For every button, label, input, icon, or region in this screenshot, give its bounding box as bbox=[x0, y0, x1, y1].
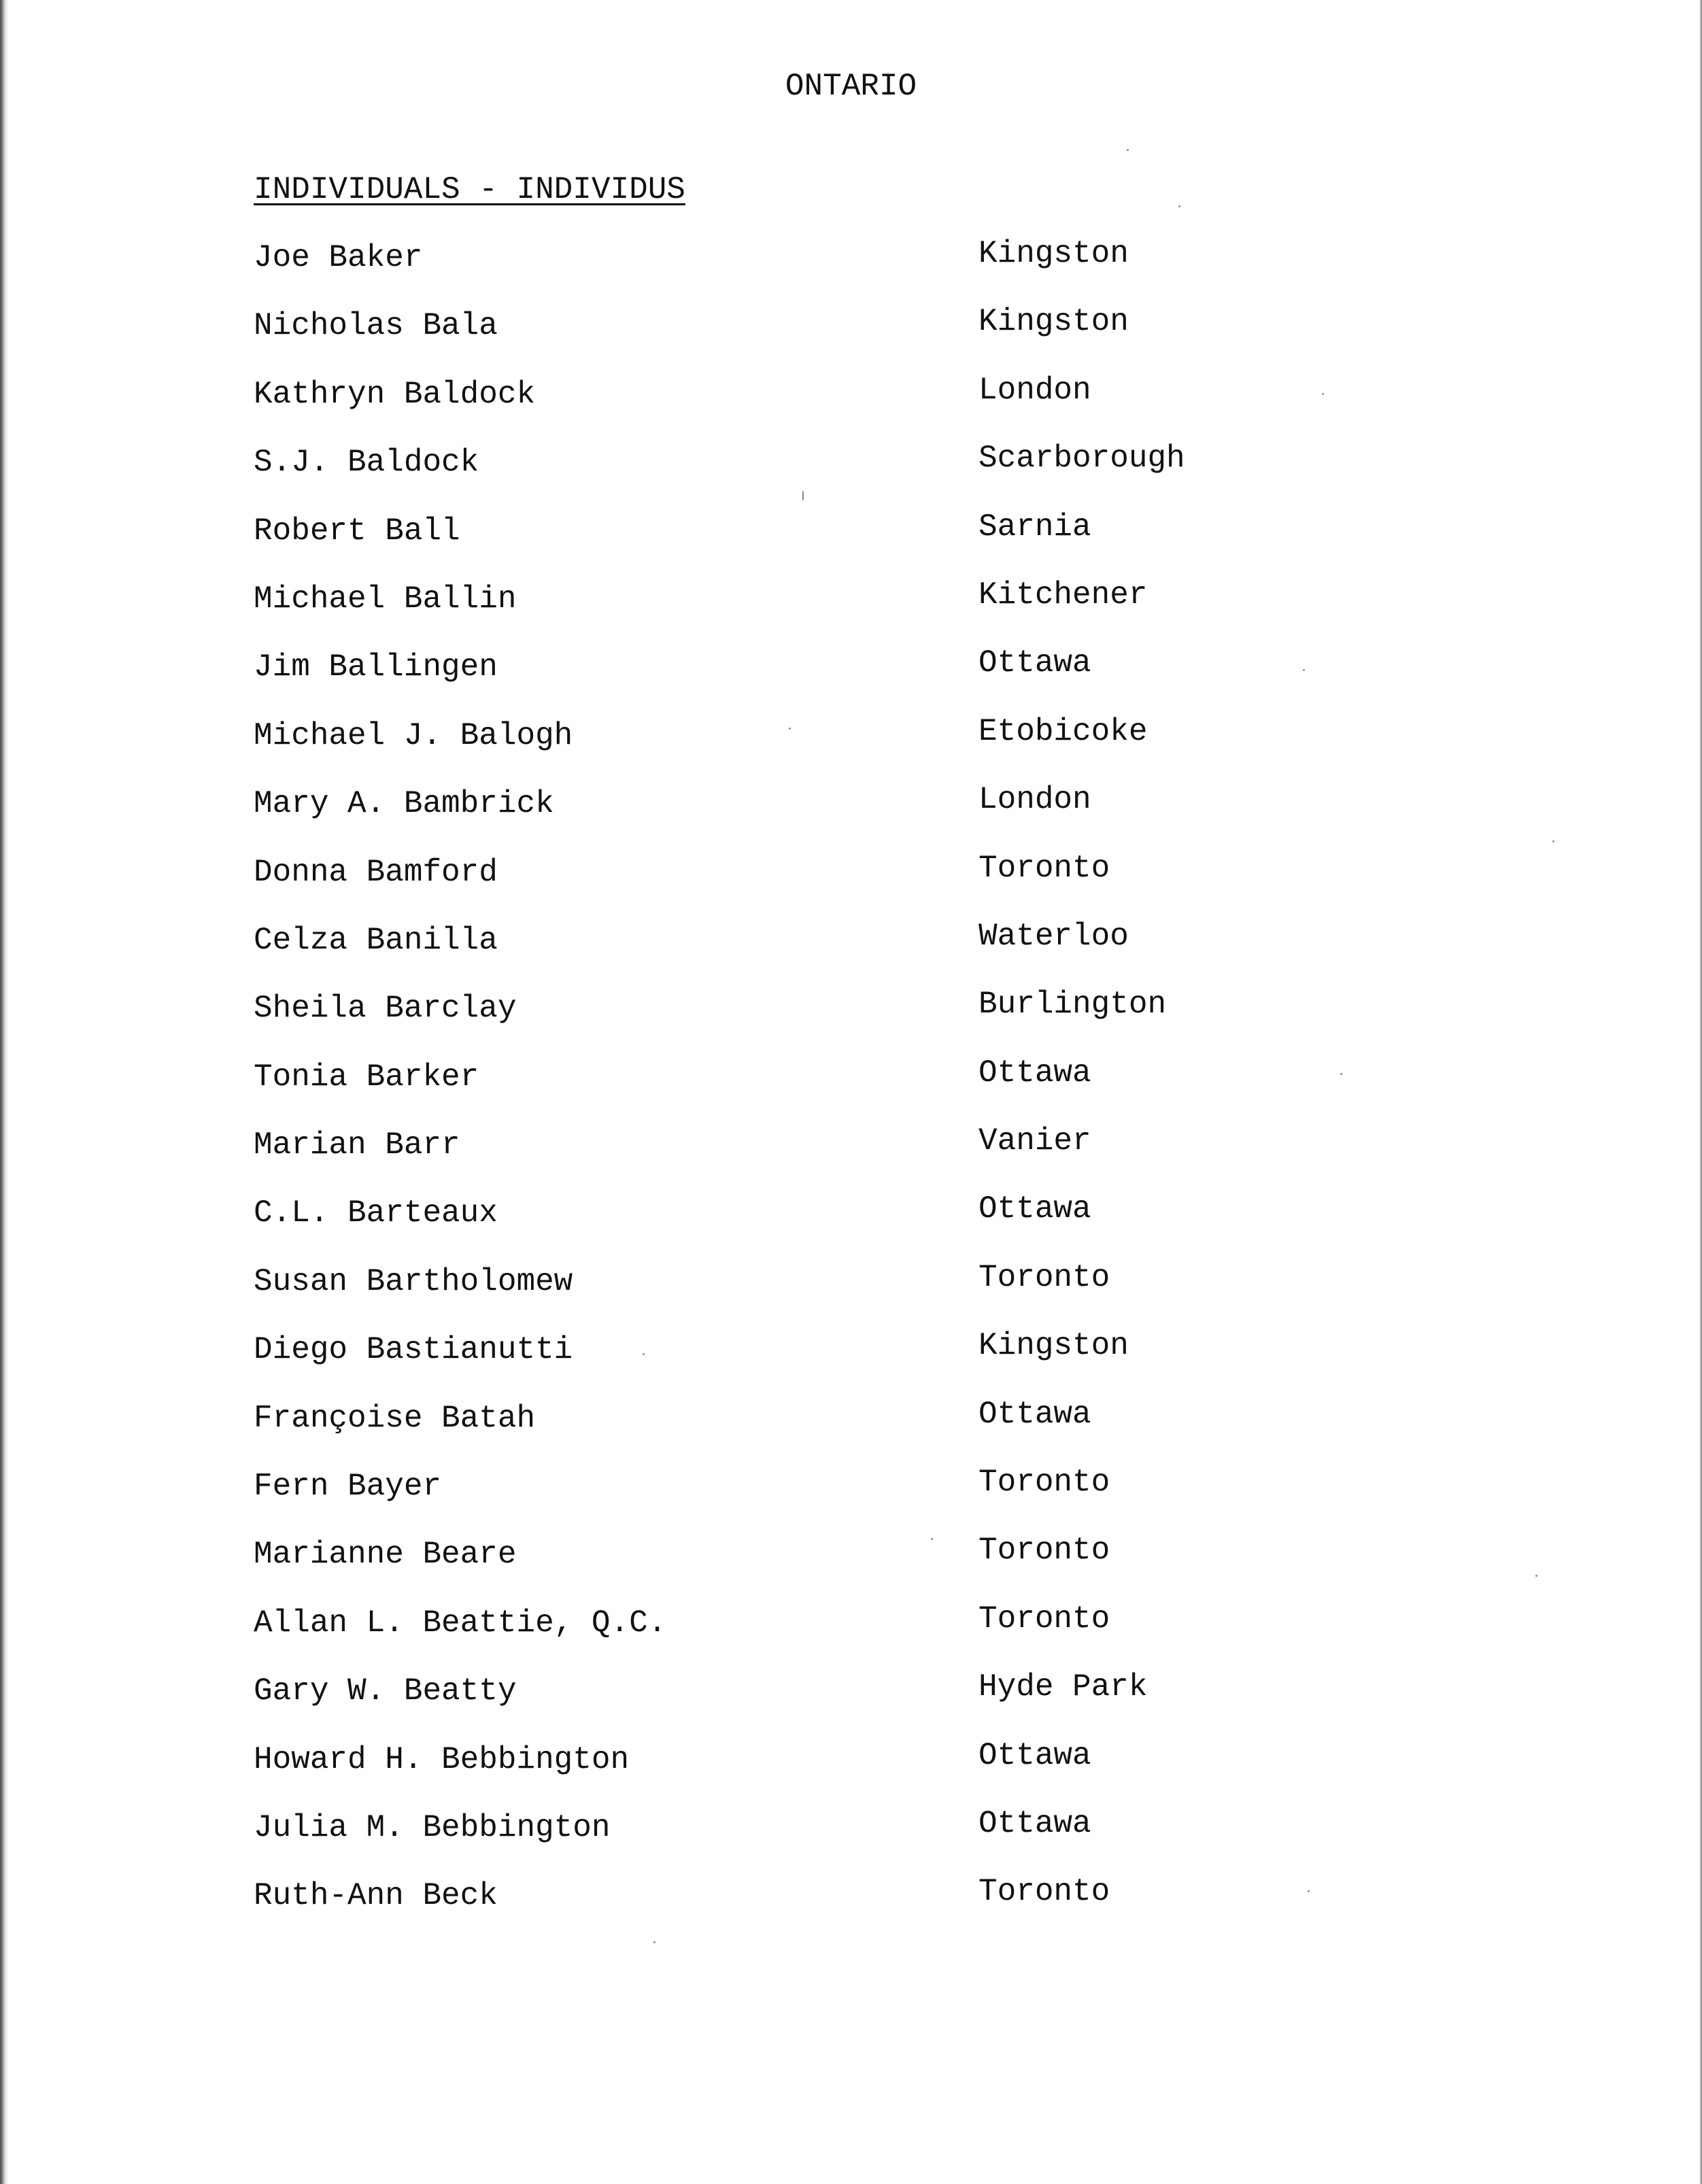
page-title: ONTARIO bbox=[785, 69, 917, 104]
list-item bbox=[254, 1467, 1274, 1535]
list-item bbox=[254, 1671, 1274, 1739]
list-item bbox=[254, 1193, 1274, 1261]
entry-name: Sheila Barclay bbox=[254, 991, 517, 1027]
list-item bbox=[254, 784, 1274, 852]
entry-name: Tonia Barker bbox=[254, 1059, 479, 1095]
entry-city: Toronto bbox=[978, 1533, 1110, 1569]
list-item bbox=[254, 443, 1274, 511]
entry-city: Kitchener bbox=[978, 577, 1148, 613]
entry-city: Ottawa bbox=[978, 1055, 1091, 1091]
list-item bbox=[254, 713, 1274, 784]
entry-city: Ottawa bbox=[978, 1396, 1091, 1432]
list-item bbox=[254, 372, 1274, 443]
entry-city: London bbox=[978, 372, 1091, 408]
scan-speck bbox=[1308, 1890, 1310, 1892]
entry-city: Toronto bbox=[978, 1259, 1110, 1295]
list-item bbox=[254, 1057, 1274, 1125]
entry-name: Howard H. Bebbington bbox=[254, 1741, 630, 1777]
entry-name: Donna Bamford bbox=[254, 854, 498, 890]
entry-name: Marian Barr bbox=[254, 1127, 460, 1163]
entry-name: S.J. Baldock bbox=[254, 445, 479, 481]
list-item bbox=[254, 918, 1274, 989]
entry-name: Kathryn Baldock bbox=[254, 376, 536, 412]
entry-name: Robert Ball bbox=[254, 513, 460, 549]
scan-speck bbox=[931, 1538, 933, 1540]
entry-name: Julia M. Bebbington bbox=[254, 1809, 611, 1845]
list-item bbox=[254, 989, 1274, 1057]
scan-speck bbox=[789, 728, 791, 730]
entry-city: Kingston bbox=[978, 236, 1129, 271]
list-item bbox=[254, 850, 1274, 921]
list-item bbox=[254, 1805, 1274, 1876]
scan-speck bbox=[643, 1353, 645, 1355]
entry-city: Toronto bbox=[978, 1601, 1110, 1637]
entry-city: Burlington bbox=[978, 987, 1167, 1023]
entry-name: Celza Banilla bbox=[254, 922, 498, 958]
scan-speck bbox=[653, 1941, 656, 1943]
scan-right-edge bbox=[1699, 0, 1702, 2184]
list-item bbox=[254, 579, 1274, 647]
list-item bbox=[254, 238, 1274, 306]
entry-city: Sarnia bbox=[978, 509, 1091, 545]
list-item bbox=[254, 1330, 1274, 1398]
entry-city: Ottawa bbox=[978, 1191, 1091, 1227]
entry-city: Waterloo bbox=[978, 918, 1129, 954]
entry-name: Mary A. Bambrick bbox=[254, 786, 554, 822]
entry-city: Ottawa bbox=[978, 1805, 1091, 1841]
entry-city: Toronto bbox=[978, 1874, 1110, 1910]
entry-city: Vanier bbox=[978, 1123, 1091, 1159]
entry-name: Ruth-Ann Beck bbox=[254, 1878, 498, 1914]
entry-name: Joe Baker bbox=[254, 240, 423, 275]
entry-city: Hyde Park bbox=[978, 1669, 1148, 1705]
entry-name: Susan Bartholomew bbox=[254, 1263, 573, 1299]
scan-speck bbox=[802, 491, 804, 500]
section-heading: INDIVIDUALS - INDIVIDUS bbox=[254, 172, 685, 207]
list-item bbox=[254, 1737, 1274, 1808]
scan-left-edge bbox=[0, 0, 8, 2184]
entry-city: Toronto bbox=[978, 1465, 1110, 1501]
entry-name: Françoise Batah bbox=[254, 1400, 536, 1436]
scan-speck bbox=[1303, 669, 1305, 671]
entry-city: Toronto bbox=[978, 850, 1110, 886]
entry-name: Nicholas Bala bbox=[254, 308, 498, 344]
list-item bbox=[254, 1125, 1274, 1193]
entry-name: Gary W. Beatty bbox=[254, 1673, 517, 1709]
entry-name: Michael Ballin bbox=[254, 581, 517, 617]
list-item bbox=[254, 1396, 1274, 1467]
entry-name: Diego Bastianutti bbox=[254, 1332, 573, 1368]
scan-speck bbox=[1322, 393, 1324, 395]
scan-speck bbox=[1552, 840, 1554, 842]
entry-city: Ottawa bbox=[978, 645, 1091, 681]
list-item bbox=[254, 511, 1274, 579]
entry-city: Kingston bbox=[978, 1328, 1129, 1364]
entry-name: C.L. Barteaux bbox=[254, 1195, 498, 1231]
list-item bbox=[254, 1259, 1274, 1330]
entry-city: London bbox=[978, 782, 1091, 818]
list-item bbox=[254, 1603, 1274, 1671]
entry-list bbox=[254, 238, 1274, 1945]
scan-speck bbox=[1178, 205, 1180, 207]
scan-speck bbox=[1340, 1073, 1342, 1075]
entry-name: Jim Ballingen bbox=[254, 649, 498, 685]
entry-city: Scarborough bbox=[978, 441, 1185, 477]
list-item bbox=[254, 1876, 1274, 1944]
entry-city: Etobicoke bbox=[978, 713, 1148, 749]
scan-speck bbox=[1127, 149, 1129, 151]
entry-name: Marianne Beare bbox=[254, 1537, 517, 1573]
entry-city: Kingston bbox=[978, 304, 1129, 340]
list-item bbox=[254, 306, 1274, 374]
entry-name: Allan L. Beattie, Q.C. bbox=[254, 1605, 667, 1641]
entry-city: Ottawa bbox=[978, 1737, 1091, 1773]
list-item bbox=[254, 647, 1274, 715]
scan-speck bbox=[1535, 1575, 1537, 1577]
list-item bbox=[254, 1535, 1274, 1603]
entry-name: Fern Bayer bbox=[254, 1469, 442, 1505]
entry-name: Michael J. Balogh bbox=[254, 717, 573, 753]
